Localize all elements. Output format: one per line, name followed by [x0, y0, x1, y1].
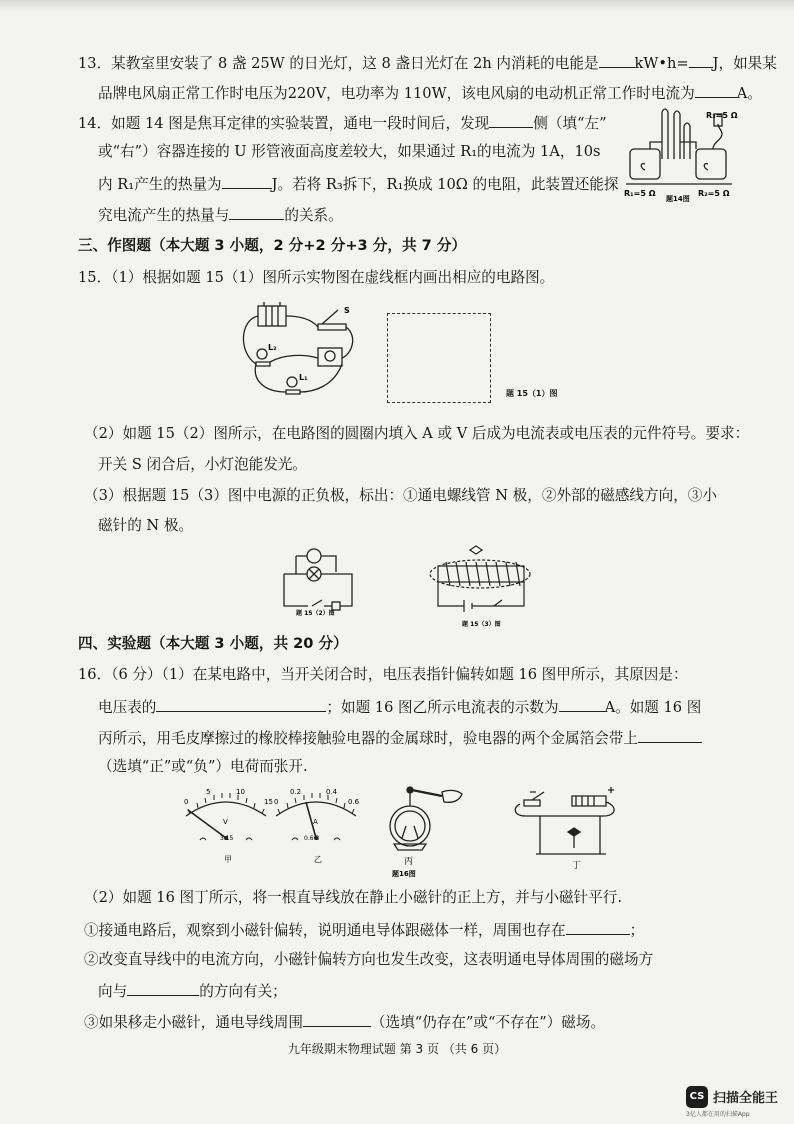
q16-line2: [98, 696, 701, 718]
q13-text-a: 13．某教室里安装了 8 盏 25W 的日光灯，这 8 盏日光灯在 2h 内消耗的电能是: [78, 55, 599, 72]
voltmeter-unit: V: [223, 818, 228, 826]
q13-blank-j: [689, 52, 713, 68]
q16-c1-text: ①接通电路后，观察到小磁针偏转，说明通电导体跟磁体一样，周围也存在: [84, 922, 566, 939]
q14-text-a: 14．如题 14 图是焦耳定律的实验装置，通电一段时间后，发现: [78, 115, 490, 132]
q13-line1: [78, 52, 777, 74]
q14-fig-caption: 题14图: [666, 195, 690, 202]
q15-1-answer-box: [387, 313, 491, 403]
q16-c2-text-a: 向与: [98, 983, 128, 1000]
q16-c1: [84, 919, 644, 941]
q13-blank-current: [695, 82, 737, 98]
q14-line2: 或“右”）容器连接的 U 形管液面高度差较大，如果通过 R₁的电流为 1A，10s: [98, 143, 601, 160]
ammeter-tick-0: 0: [274, 798, 279, 806]
q15-3-solenoid-figure: [424, 542, 536, 628]
q16-blank-ammeter: [559, 696, 605, 712]
q16-c3: [84, 1011, 605, 1033]
q15-1-physical-circuit-figure: [234, 296, 364, 404]
q16-fig-caption: 题16图: [392, 870, 416, 878]
q13-blank-kwh: [599, 52, 635, 68]
page-footer: 九年级期末物理试题 第 3 页 （共 6 页）: [287, 1042, 507, 1056]
q14-blank-relation: [229, 204, 284, 220]
q16-blank-reason: [156, 696, 326, 712]
q15-1-l2-label: L₂: [268, 343, 277, 352]
q15-part2-line2: 开关 S 闭合后，小灯泡能发光。: [98, 456, 307, 473]
ammeter-tick-02: 0.2: [290, 788, 302, 796]
ammeter-tick-04: 0.4: [326, 788, 338, 796]
q15-part1: 15．（1）根据如题 15（1）图所示实物图在虚线框内画出相应的电路图。: [78, 269, 555, 286]
q16-c2-line2: [98, 980, 287, 1002]
q15-part3-line2: 磁针的 N 极。: [98, 517, 194, 534]
q14-text-f: 的关系。: [284, 207, 343, 224]
label-jia: 甲: [224, 855, 232, 864]
q15-part3-line1: （3）根据题 15（3）图中电源的正负极，标出：①通电螺线管 N 极，②外部的磁感线方向，③小: [84, 487, 717, 504]
q14-line4: [98, 204, 343, 226]
q13-line2: [98, 82, 762, 104]
q16-text-a: 电压表的: [98, 699, 157, 716]
electroscope-bing: [390, 787, 462, 850]
section-4-title: 四、实验题（本大题 3 小题，共 20 分）: [78, 635, 348, 652]
q15-1-switch-label: S: [344, 306, 350, 315]
q14-text-d: J。若将 R₃拆下，R₁换成 10Ω 的电阻，此装置还能探: [271, 176, 619, 193]
label-ding: 丁: [572, 861, 582, 871]
q14-line1: [78, 112, 607, 134]
voltmeter-terminals: 3 15: [220, 835, 234, 842]
voltmeter-tick-10: 10: [236, 788, 245, 796]
q14-line3: [98, 173, 618, 195]
q16-blank-exist: [303, 1011, 371, 1027]
label-bing: 丙: [404, 857, 414, 867]
label-yi: 乙: [314, 855, 322, 864]
q16-text-b: ；如题 16 图乙所示电流表的示数为: [326, 699, 559, 716]
q15-2-fig-caption: 题 15（2）图: [296, 610, 335, 616]
section-3-title: 三、作图题（本大题 3 小题，2 分+2 分+3 分，共 7 分）: [78, 237, 467, 254]
q16-c1-end: ；: [629, 922, 645, 939]
q15-part2-line1: （2）如题 15（2）图所示，在电路图的圆圈内填入 A 或 V 后成为电流表或电压表的元件符号。要求：: [84, 425, 750, 442]
q16-c2-line1: ②改变直导线中的电流方向，小磁针偏转方向也发生改变，这表明通电导体周围的磁场方: [84, 951, 654, 968]
brand-tagline: 3亿人都在用的扫描App: [686, 1111, 750, 1118]
q14-fig-r3-label: R₃=5 Ω: [706, 111, 738, 120]
q13-text-e: A。: [736, 85, 762, 102]
q16-line1: 16．（6 分）（1）在某电路中，当开关闭合时，电压表指针偏转如题 16 图甲所示，其原因是：: [78, 666, 688, 683]
q16-part2: （2）如题 16 图丁所示，将一根直导线放在静止小磁针的正上方，并与小磁针平行.: [84, 889, 622, 906]
q15-3-fig-caption: 题 15（3）图: [462, 621, 501, 628]
q14-fig-r2-label: R₂=5 Ω: [698, 189, 730, 198]
q16-line4: （选填“正”或“负”）电荷而张开.: [98, 758, 308, 775]
q16-line3: [98, 727, 702, 749]
q15-2-circuit-figure: [276, 546, 362, 616]
q13-text-c: J，如果某: [712, 55, 777, 72]
q16-c2-text-b: 的方向有关；: [199, 983, 287, 1000]
ammeter-unit: A: [313, 818, 318, 826]
q14-text-b: 侧（填“左”: [533, 115, 607, 132]
scan-top-edge: [0, 0, 794, 12]
voltmeter-tick-5: 5: [206, 788, 211, 796]
voltmeter-jia: [184, 788, 273, 864]
q16-blank-field: [566, 919, 630, 935]
q16-c3-text-b: （选填“仍存在”或“不存在”）磁场。: [370, 1014, 606, 1031]
q13-text-d: 品牌电风扇正常工作时电压为220V，电功率为 110W，该电风扇的电动机正常工作时电流为: [98, 85, 695, 102]
q16-text-d: 丙所示，用毛皮摩擦过的橡胶棒接触验电器的金属球时，验电器的两个金属箔会带上: [98, 730, 638, 747]
brand-name: 扫描全能王: [713, 1091, 779, 1106]
voltmeter-tick-15: 15: [264, 798, 273, 806]
q15-1-l1-label: L₁: [299, 373, 308, 382]
oersted-setup-ding: [515, 787, 614, 854]
camscanner-logo-icon: CS: [686, 1086, 708, 1108]
scanner-watermark: [686, 1086, 790, 1120]
q16-c3-text-a: ③如果移走小磁针，通电导线周围: [84, 1014, 303, 1031]
q16-figure-row: [180, 782, 620, 878]
q16-text-c: A。如题 16 图: [604, 699, 702, 716]
ammeter-tick-06: 0.6: [348, 798, 360, 806]
ammeter-terminals: 0.6 3: [304, 835, 320, 842]
q14-blank-side: [489, 112, 533, 128]
q16-blank-direction: [127, 980, 199, 996]
q16-blank-charge: [638, 727, 702, 743]
q13-text-b: kW•h=: [634, 55, 689, 72]
q14-text-c: 内 R₁产生的热量为: [98, 176, 222, 193]
q14-fig-r1-label: R₁=5 Ω: [624, 189, 656, 198]
q15-1-fig-caption: 题 15（1）图: [506, 389, 558, 398]
q14-joule-apparatus-figure: [622, 104, 742, 202]
voltmeter-tick-0: 0: [184, 798, 189, 806]
ammeter-yi: [274, 788, 360, 864]
q14-text-e: 究电流产生的热量与: [98, 207, 230, 224]
q14-blank-heat: [222, 173, 272, 189]
